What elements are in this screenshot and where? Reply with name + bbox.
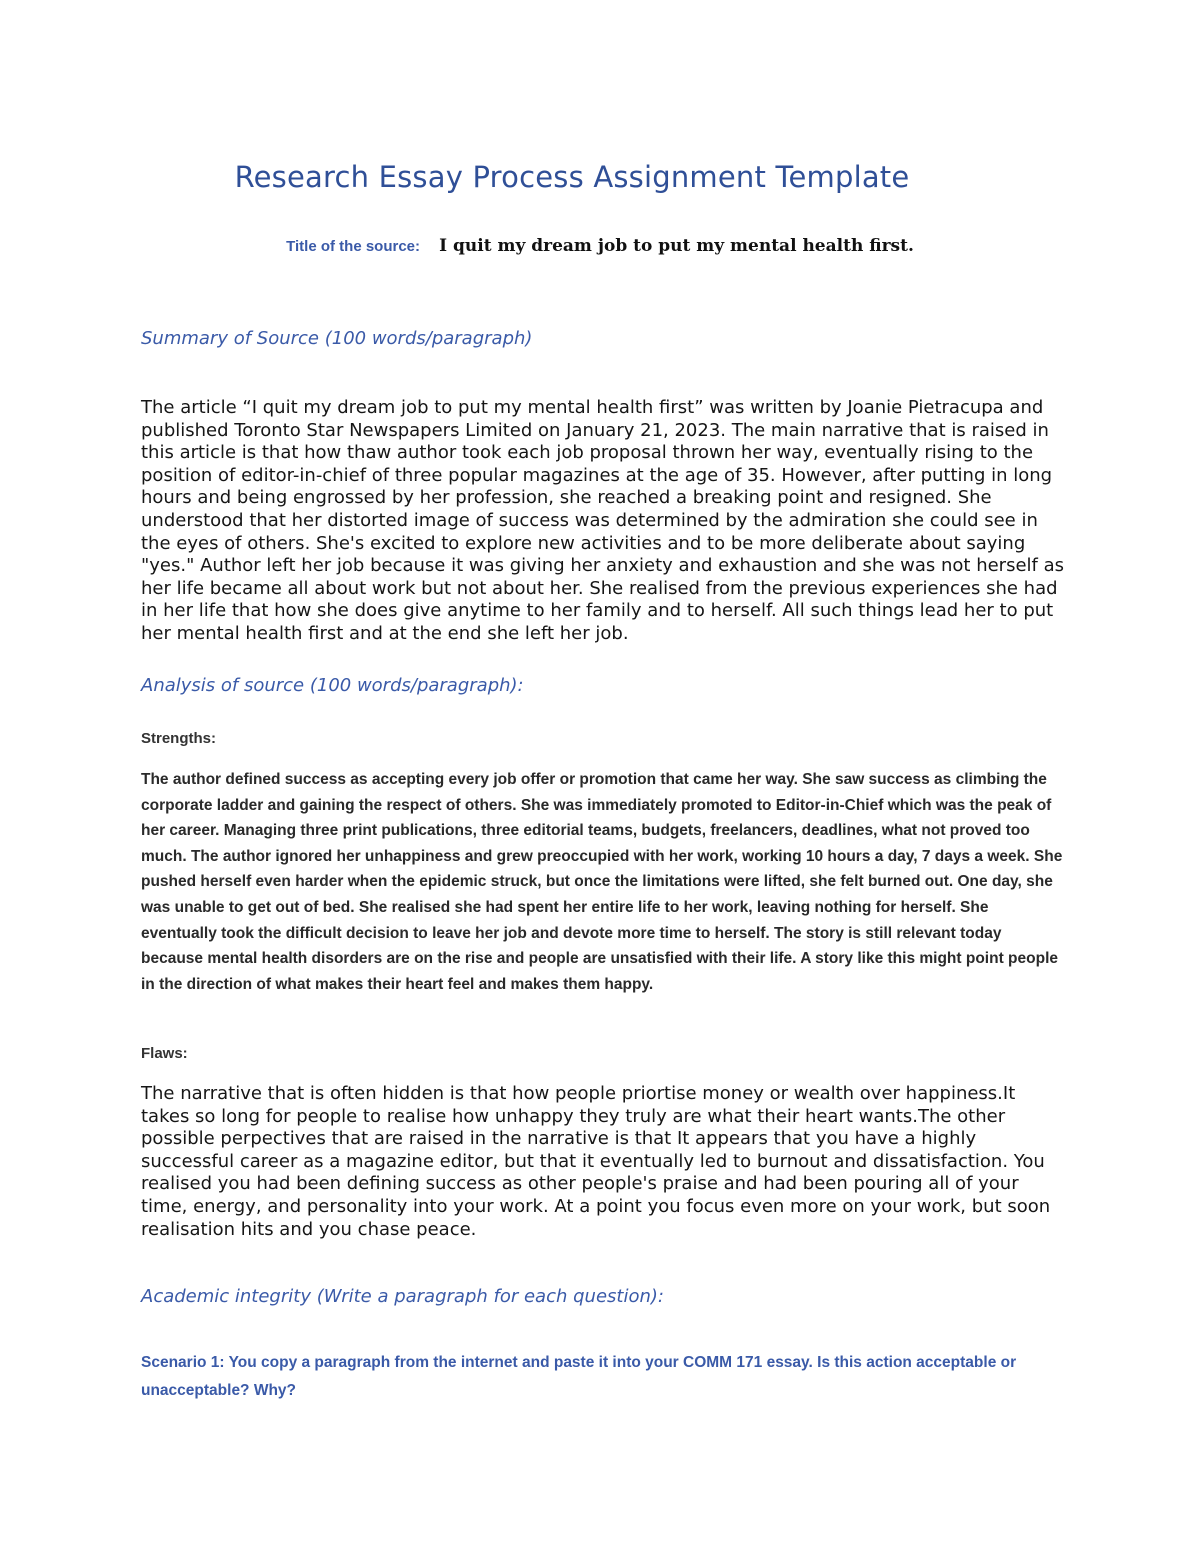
source-title-label: Title of the source: bbox=[286, 238, 421, 255]
summary-paragraph: The article “I quit my dream job to put my mental health first” was written by Joanie Pietracupa and published Toronto Star Newspapers Limited on January 21, 2023. The main narrative that is raised in this article is that how thaw author took each job proposal thrown her way, eventually rising to the position of editor-in-chief of three popular magazines at the age of 35. However, after putting in long hours and being engrossed by her profession, she reached a breaking point and resigned. She understood that her distorted image of success was determined by the admiration she could see in the eyes of others. She's excited to explore new activities and to be more deliberate about saying "yes." Author left her job because it was giving her anxiety and exhaustion and she was not herself as her life became all about work but not about her. She realised from the previous experiences she had in her life that how she does give anytime to her family and to herself. All such things lead her to put her mental health first and at the end she left her job. bbox=[141, 397, 1064, 644]
source-title-value: I quit my dream job to put my mental health first. bbox=[439, 236, 914, 256]
academic-integrity-heading: Academic integrity (Write a paragraph for each question): bbox=[141, 1286, 664, 1307]
strengths-paragraph: The author defined success as accepting every job offer or promotion that came her way. She saw success as climbing the corporate ladder and gaining the respect of others. She was immediately promoted to Editor-in-Chief which was the peak of her career. Managing three print publications, three editorial teams, budgets, freelancers, deadlines, what not proved too much. The author ignored her unhappiness and grew preoccupied with her work, working 10 hours a day, 7 days a week. She pushed herself even harder when the epidemic struck, but once the limitations were lifted, she felt burned out. One day, she was unable to get out of bed. She realised she had spent her entire life to her work, leaving nothing for herself. She eventually took the difficult decision to leave her job and devote more time to herself. The story is still relevant today because mental health disorders are on the rise and people are unsatisfied with their life. A story like this might point people in the direction of what makes their heart feel and makes them happy. bbox=[141, 771, 1063, 993]
flaws-paragraph: The narrative that is often hidden is that how people priortise money or wealth over happiness.It takes so long for people to realise how unhappy they truly are what their heart wants.The other possible perpectives that are raised in the narrative is that It appears that you have a highly successful career as a magazine editor, but that it eventually led to burnout and dissatisfaction. You realised you had been defining success as other people's praise and had been pouring all of your time, energy, and personality into your work. At a point you focus even more on your work, but soon realisation hits and you chase peace. bbox=[141, 1083, 1051, 1240]
flaws-label: Flaws: bbox=[141, 1045, 188, 1062]
source-title-line bbox=[0, 236, 1200, 256]
summary-heading: Summary of Source (100 words/paragraph) bbox=[141, 328, 533, 349]
scenario-1-question: Scenario 1: You copy a paragraph from the internet and paste it into your COMM 171 essay. Is this action acceptable or unacceptable? Why? bbox=[141, 1354, 1017, 1399]
analysis-heading: Analysis of source (100 words/paragraph): bbox=[141, 675, 524, 696]
strengths-label: Strengths: bbox=[141, 730, 216, 747]
document-title: Research Essay Process Assignment Template bbox=[234, 160, 910, 194]
